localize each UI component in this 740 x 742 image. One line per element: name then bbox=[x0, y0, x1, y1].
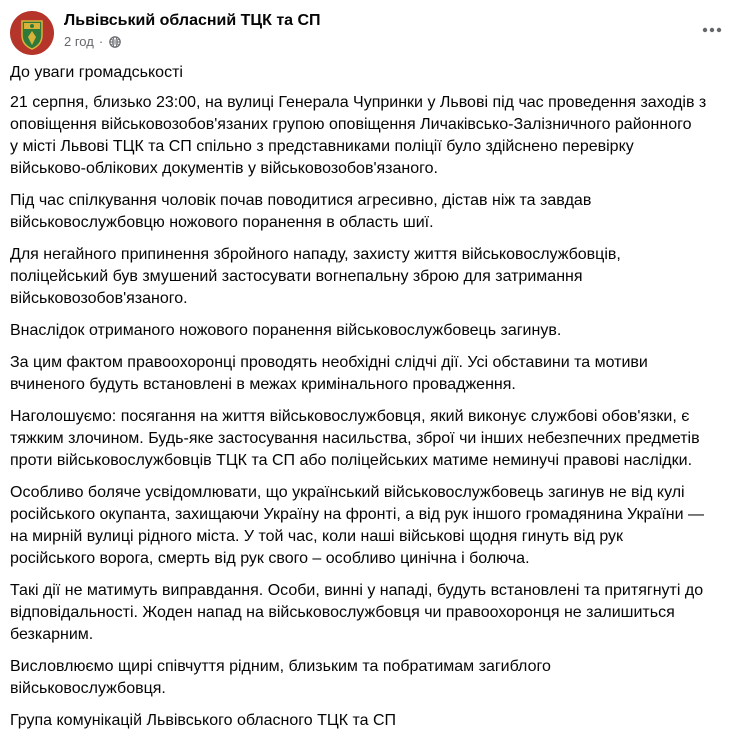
page-name-link[interactable]: Львівський обласний ТЦК та СП bbox=[64, 12, 321, 29]
post-paragraph: Особливо боляче усвідомлювати, що український військовослужбовець загинув не від кулі російського окупанта, захищаючи Україну на фронті, а від рук іншого громадянина України — на мирній вулиці рідного міста. У той час, коли наші військові щодня гинуть від рук російського ворога, смерть від рук свого – особливо цинічна і болюча. bbox=[10, 484, 704, 567]
post-paragraph: Висловлюємо щирі співчуття рідним, близьким та побратимам загиблого військовослужбовця. bbox=[10, 658, 551, 697]
more-options-button[interactable] bbox=[698, 16, 726, 44]
post-paragraph: До уваги громадськості bbox=[10, 64, 183, 81]
emblem-shield-icon bbox=[10, 11, 54, 55]
post-paragraph: Наголошуємо: посягання на життя військовослужбовця, який виконує службові обов'язки, є тяжким злочином. Будь-яке застосування насильства, зброї чи інших небезпечних предметів проти військовослужбовців ТЦК та СП або поліцейських матиме неминучі правові наслідки. bbox=[10, 408, 700, 469]
post-paragraph: Такі дії не матимуть виправдання. Особи, винні у нападі, будуть встановлені та притягнуті до відповідальності. Жоден напад на військовослужбовця чи правоохоронця не залишиться безкарним. bbox=[10, 582, 704, 643]
meta-separator: · bbox=[98, 34, 104, 49]
post-paragraph: Для негайного припинення збройного нападу, захисту життя військовослужбовців, поліцейський був змушений застосувати вогнепальну зброю для затримання військовозобов'язаного. bbox=[10, 246, 621, 307]
post-paragraph: 21 серпня, близько 23:00, на вулиці Генерала Чупринки у Львові під час проведення заходів з оповіщення військовозобов'язаних групою оповіщення Личаківсько-Залізничного районного у місті Львові ТЦК та СП спільно з представниками поліції було здійснено перевірку військово-облікових документів у військовозобов'язаного. bbox=[10, 94, 707, 177]
page-avatar[interactable] bbox=[10, 11, 54, 55]
post-paragraph: Внаслідок отриманого ножового поранення військовослужбовець загинув. bbox=[10, 322, 562, 339]
post-header bbox=[10, 8, 730, 58]
globe-icon[interactable] bbox=[109, 36, 121, 48]
post-timestamp[interactable]: 2 год bbox=[64, 34, 94, 49]
post-body bbox=[10, 62, 732, 742]
post-paragraph: Група комунікацій Львівського обласного ТЦК та СП bbox=[10, 712, 397, 729]
more-options-icon bbox=[702, 27, 722, 33]
post-paragraph: За цим фактом правоохоронці проводять необхідні слідчі дії. Усі обставини та мотиви вчиненого будуть встановлені в межах кримінального провадження. bbox=[10, 354, 648, 393]
post-meta bbox=[64, 34, 121, 49]
post-paragraph: Під час спілкування чоловік почав поводитися агресивно, дістав ніж та завдав військовослужбовцю ножового поранення в область шиї. bbox=[10, 192, 592, 231]
